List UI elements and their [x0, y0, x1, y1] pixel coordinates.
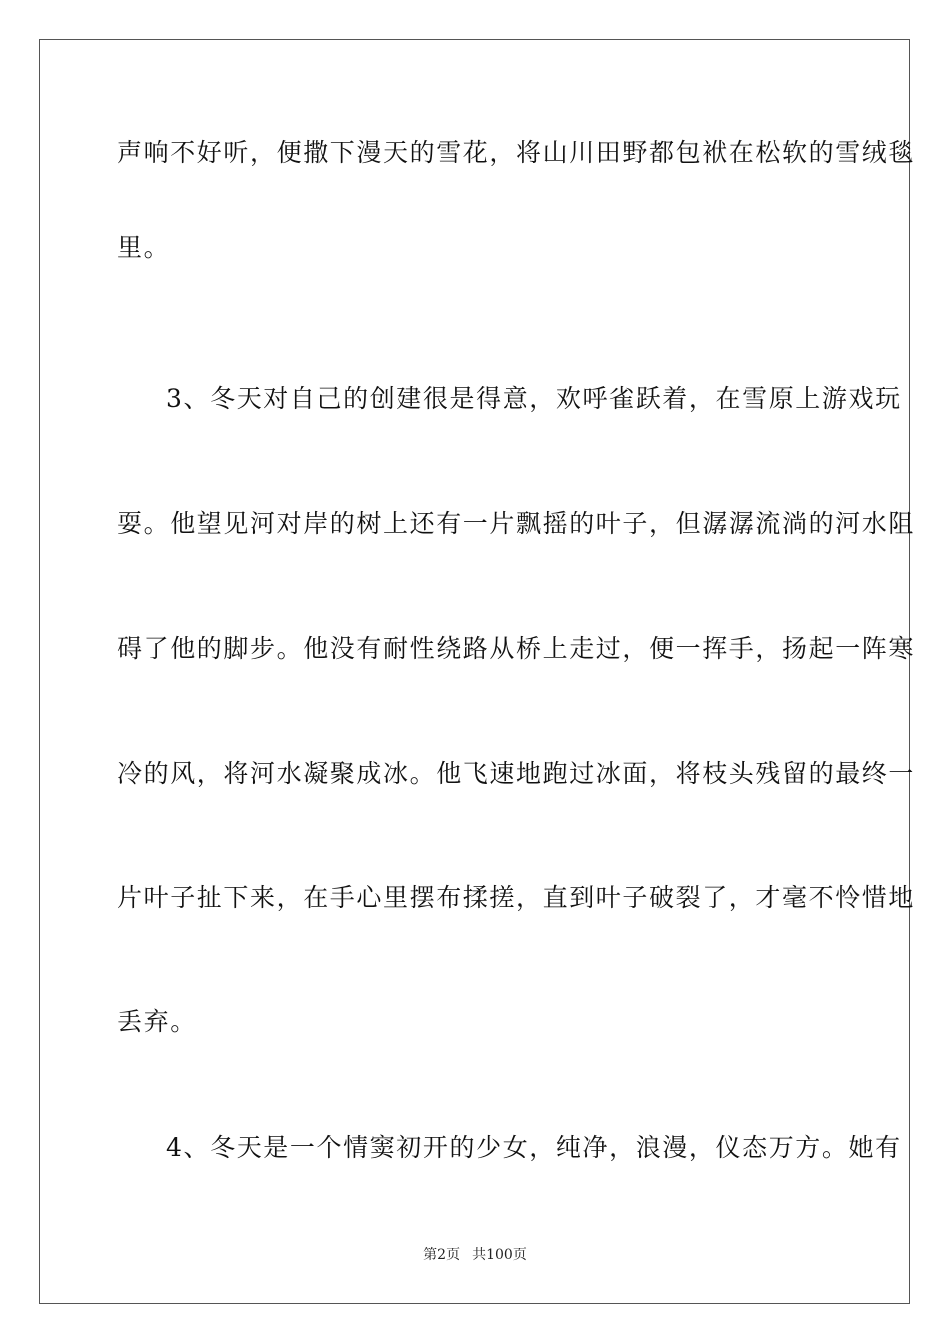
- text-line-3: 3、冬天对自己的创建很是得意，欢呼雀跃着，在雪原上游戏玩: [166, 384, 902, 413]
- text-line-5: 碍了他的脚步。他没有耐性绕路从桥上走过，便一挥手，扬起一阵寒: [117, 634, 916, 663]
- text-line-4: 耍。他望见河对岸的树上还有一片飘摇的叶子，但潺潺流淌的河水阻: [117, 509, 916, 538]
- page-total: 共100页: [472, 1247, 527, 1263]
- text-line-9: 4、冬天是一个情窦初开的少女，纯净，浪漫，仪态万方。她有: [166, 1133, 902, 1162]
- text-line-2: 里。: [117, 233, 171, 262]
- text-line-7: 片叶子扯下来，在手心里摆布揉搓，直到叶子破裂了，才毫不怜惜地: [117, 883, 916, 912]
- page-number: 第2页: [423, 1247, 461, 1263]
- text-line-6: 冷的风，将河水凝聚成冰。他飞速地跑过冰面，将枝头残留的最终一: [117, 759, 916, 788]
- text-line-8: 丢弃。: [117, 1007, 197, 1036]
- page-footer: [0, 1246, 950, 1264]
- page-frame: [39, 39, 916, 1304]
- text-line-1: 声响不好听，便撒下漫天的雪花，将山川田野都包袱在松软的雪绒毯: [117, 138, 916, 167]
